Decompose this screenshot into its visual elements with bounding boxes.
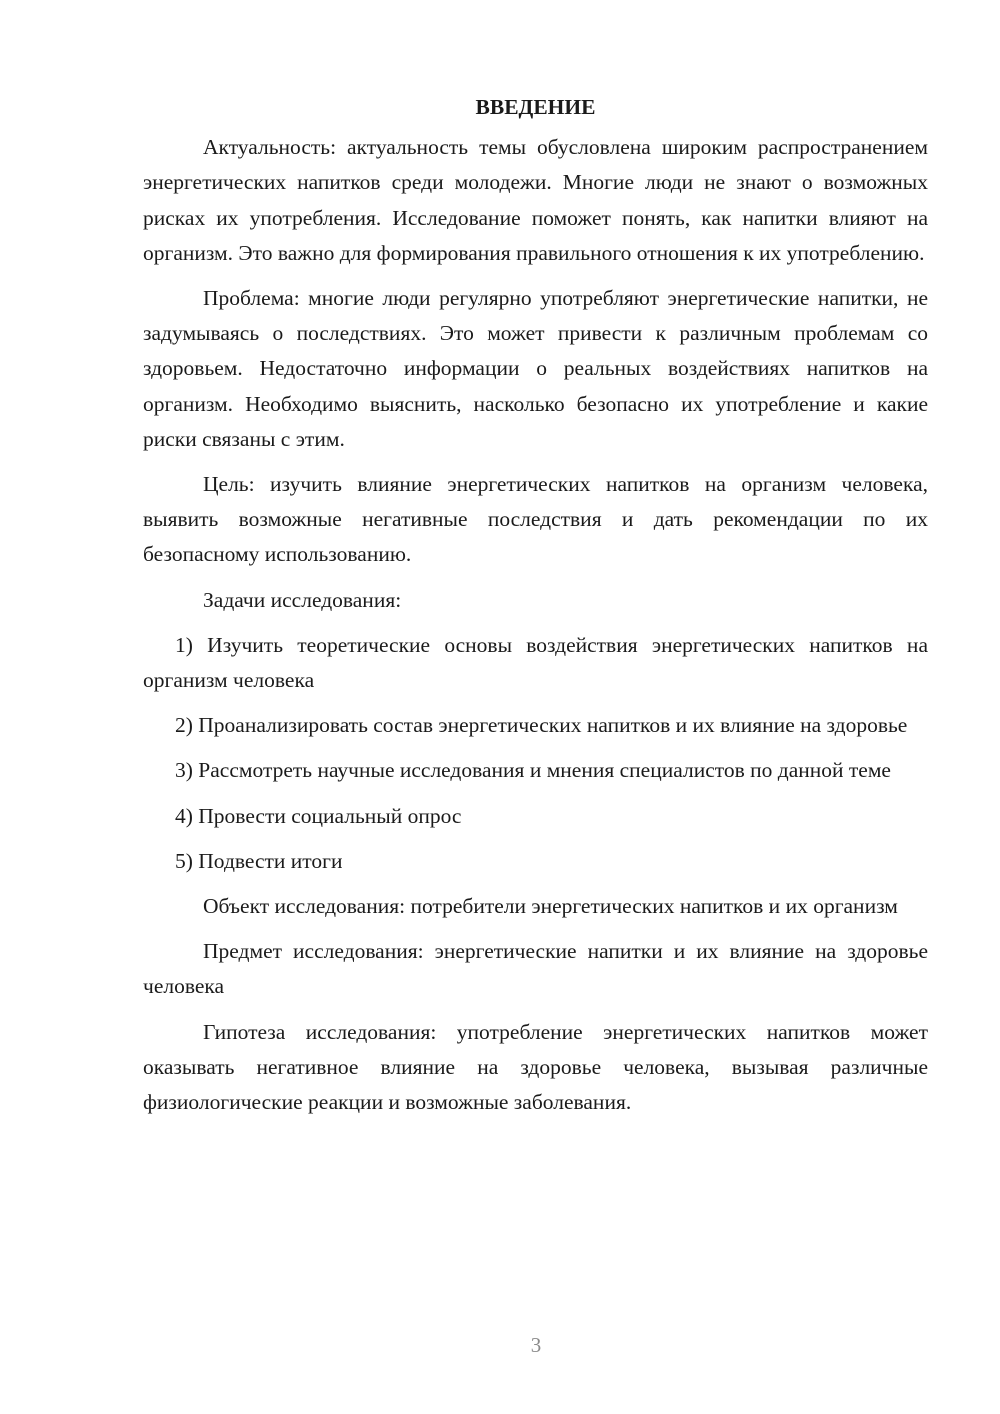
task-item: 1) Изучить теоретические основы воздействия энергетических напитков на организм человека (143, 632, 928, 693)
task-item: 2) Проанализировать состав энергетических напитков и их влияние на здоровье (175, 713, 908, 738)
subject-paragraph: Предмет исследования: энергетические напитки и их влияние на здоровье человека (143, 939, 928, 999)
relevance-paragraph: Актуальность: актуальность темы обусловлена широким распространением энергетических напитков среди молодежи. Многие люди не знают о возможных рисках их употребления. Исследование поможет понять, как напитки влияют на организм. Это важно для формирования правильного отношения к их употреблению. (143, 135, 928, 265)
document-page (143, 90, 928, 1130)
task-item: 4) Провести социальный опрос (175, 803, 462, 828)
task-item: 5) Подвести итоги (175, 848, 343, 873)
hypothesis-paragraph: Гипотеза исследования: употребление энергетических напитков может оказывать негативное влияние на здоровье человека, вызывая различные физиологические реакции и возможные заболевания. (143, 1019, 928, 1115)
task-item: 3) Рассмотреть научные исследования и мнения специалистов по данной теме (175, 758, 891, 783)
object-paragraph: Объект исследования: потребители энергетических напитков и их организм (203, 894, 898, 919)
tasks-heading: Задачи исследования: (203, 587, 402, 612)
goal-paragraph: Цель: изучить влияние энергетических напитков на организм человека, выявить возможные негативные последствия и дать рекомендации по их безопасному использованию. (143, 472, 928, 567)
section-heading: ВВЕДЕНИЕ (475, 95, 596, 119)
problem-paragraph: Проблема: многие люди регулярно употребляют энергетические напитки, не задумываясь о последствиях. Это может привести к различным проблемам со здоровьем. Недостаточно информации о реальных воздействиях напитков на организм. Необходимо выяснить, насколько безопасно их употребление и какие риски связаны с этим. (143, 286, 928, 451)
page-number: 3 (530, 1333, 542, 1357)
